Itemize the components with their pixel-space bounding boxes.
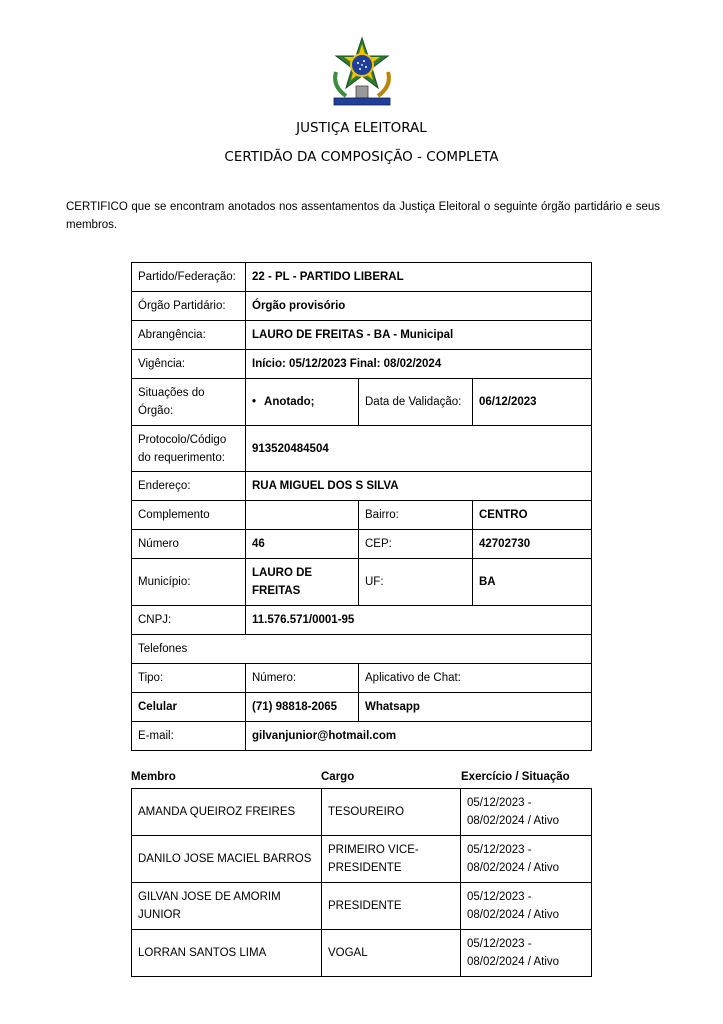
email-value: gilvanjunior@hotmail.com: [246, 722, 592, 751]
validacao-value: 06/12/2023: [473, 379, 592, 426]
partido-value: 22 - PL - PARTIDO LIBERAL: [246, 263, 592, 292]
page-title: JUSTIÇA ELEITORAL: [296, 120, 427, 136]
table-row: [132, 321, 592, 350]
table-row: [132, 559, 592, 606]
app-value: Whatsapp: [359, 693, 592, 722]
municipio-label: Município:: [132, 559, 246, 606]
bairro-value: CENTRO: [473, 501, 592, 530]
table-row: [132, 606, 592, 635]
abrangencia-value: LAURO DE FREITAS - BA - Municipal: [246, 321, 592, 350]
abrangencia-label: Abrangência:: [132, 321, 246, 350]
partido-label: Partido/Federação:: [132, 263, 246, 292]
table-row: [132, 789, 592, 836]
table-row: [132, 350, 592, 379]
validacao-label: Data de Validação:: [359, 379, 473, 426]
member-exercicio: 05/12/2023 - 08/02/2024 / Ativo: [461, 836, 592, 883]
table-row: [132, 292, 592, 321]
cep-value: 42702730: [473, 530, 592, 559]
table-row: [132, 635, 592, 664]
table-row: [132, 426, 592, 472]
member-exercicio: 05/12/2023 - 08/02/2024 / Ativo: [461, 789, 592, 836]
complemento-label: Complemento: [132, 501, 246, 530]
numero-value: 46: [246, 530, 359, 559]
members-table: [131, 788, 592, 977]
cnpj-label: CNPJ:: [132, 606, 246, 635]
tipo-label: Tipo:: [132, 664, 246, 693]
members-header-membro: Membro: [131, 771, 176, 783]
endereco-label: Endereço:: [132, 472, 246, 501]
cep-label: CEP:: [359, 530, 473, 559]
party-info-table: [131, 262, 592, 751]
vigencia-value: Início: 05/12/2023 Final: 08/02/2024: [246, 350, 592, 379]
member-cargo: TESOUREIRO: [322, 789, 461, 836]
cnpj-value: 11.576.571/0001-95: [246, 606, 592, 635]
table-row: [132, 501, 592, 530]
situacoes-value: • Anotado;: [252, 396, 315, 408]
member-name: AMANDA QUEIROZ FREIRES: [132, 789, 322, 836]
tipo-value: Celular: [132, 693, 246, 722]
bairro-label: Bairro:: [359, 501, 473, 530]
table-row: [132, 693, 592, 722]
vigencia-label: Vigência:: [132, 350, 246, 379]
members-header-exercicio: Exercício / Situação: [461, 771, 570, 783]
table-row: [132, 530, 592, 559]
orgao-label: Órgão Partidário:: [132, 292, 246, 321]
members-header-cargo: Cargo: [321, 771, 355, 783]
member-cargo: VOGAL: [322, 930, 461, 977]
table-row: [132, 883, 592, 930]
num-tel-value: (71) 98818-2065: [246, 693, 359, 722]
page-subtitle: CERTIDÃO DA COMPOSIÇÃO - COMPLETA: [224, 149, 499, 165]
telefones-label: Telefones: [132, 635, 592, 664]
member-name: GILVAN JOSE DE AMORIM JUNIOR: [132, 883, 322, 930]
situacoes-value-cell: [246, 379, 359, 426]
protocolo-value: 913520484504: [246, 426, 592, 472]
complemento-value: [246, 501, 359, 530]
table-row: [132, 722, 592, 751]
protocolo-label: Protocolo/Código do requerimento:: [132, 426, 246, 472]
endereco-value: RUA MIGUEL DOS S SILVA: [246, 472, 592, 501]
table-row: [132, 472, 592, 501]
situacoes-label: Situações do Órgão:: [132, 379, 246, 426]
member-exercicio: 05/12/2023 - 08/02/2024 / Ativo: [461, 930, 592, 977]
municipio-value: LAURO DE FREITAS: [246, 559, 359, 606]
uf-label: UF:: [359, 559, 473, 606]
intro-paragraph: CERTIFICO que se encontram anotados nos assentamentos da Justiça Eleitoral o seguinte órgão partidário e seus membros.: [66, 201, 660, 231]
uf-value: BA: [473, 559, 592, 606]
app-label: Aplicativo de Chat:: [359, 664, 592, 693]
num-tel-label: Número:: [246, 664, 359, 693]
member-name: LORRAN SANTOS LIMA: [132, 930, 322, 977]
orgao-value: Órgão provisório: [246, 292, 592, 321]
member-name: DANILO JOSE MACIEL BARROS: [132, 836, 322, 883]
table-row: [132, 664, 592, 693]
member-exercicio: 05/12/2023 - 08/02/2024 / Ativo: [461, 883, 592, 930]
numero-label: Número: [132, 530, 246, 559]
table-row: [132, 379, 592, 426]
member-cargo: PRIMEIRO VICE-PRESIDENTE: [322, 836, 461, 883]
table-row: [132, 836, 592, 883]
table-row: [132, 263, 592, 292]
table-row: [132, 930, 592, 977]
member-cargo: PRESIDENTE: [322, 883, 461, 930]
email-label: E-mail:: [132, 722, 246, 751]
brazil-coat-of-arms-icon: [328, 36, 396, 110]
